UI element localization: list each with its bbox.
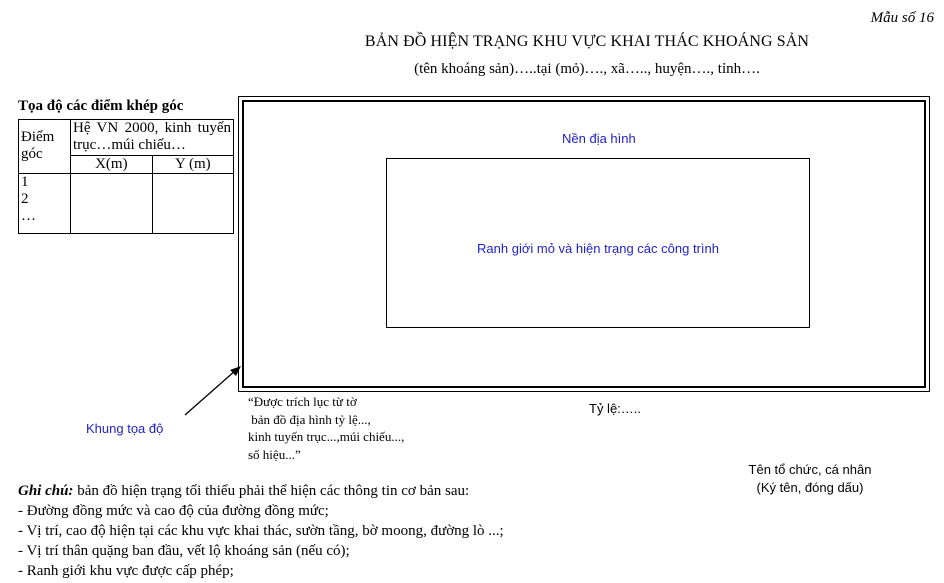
y-values-cell (152, 173, 233, 233)
notes-intro-text: bản đồ hiện trạng tối thiểu phải thể hiện các thông tin cơ bản sau: (73, 483, 470, 499)
notes-item: - Vị trí, cao độ hiện tại các khu vực khai thác, sườn tầng, bờ moong, đường lò ...; (18, 522, 504, 539)
extract-note-line: kinh tuyến trục...,múi chiếu..., (248, 429, 405, 445)
extract-note-line: số hiệu...” (248, 446, 301, 462)
point-row: … (21, 208, 36, 225)
frame-pointer-arrow-icon (180, 364, 244, 420)
notes-section (18, 482, 504, 582)
mine-boundary-label: Ranh giới mỏ và hiện trạng các công trình (477, 241, 719, 256)
document-title: BẢN ĐỒ HIỆN TRẠNG KHU VỰC KHAI THÁC KHOÁNG SẢN (364, 33, 810, 50)
coordinate-frame-label: Khung tọa độ (86, 421, 164, 436)
point-row: 2 (21, 191, 29, 207)
coordinate-table (18, 119, 234, 234)
column-header-y: Y (m) (152, 155, 233, 173)
point-list (19, 173, 71, 233)
notes-lead: Ghi chú: (18, 483, 74, 499)
notes-item: - Ranh giới khu vực được cấp phép; (18, 562, 234, 579)
signer-instruction: (Ký tên, đóng dấu) (756, 479, 864, 495)
extract-note (248, 393, 404, 463)
map-scale: Tỷ lệ:….. (589, 401, 642, 416)
notes-intro (18, 482, 504, 502)
column-header-point: Điểm góc (19, 120, 71, 174)
x-values-cell (71, 173, 153, 233)
column-header-coordinate-system: Hệ VN 2000, kinh tuyến trục…múi chiếu… (71, 120, 234, 156)
point-row: 1 (21, 173, 29, 190)
notes-item: - Đường đồng mức và cao độ của đường đồng mức; (18, 502, 329, 519)
extract-note-line: bản đồ địa hình tỷ lệ..., (248, 411, 371, 427)
form-number: Mẫu số 16 (870, 10, 934, 26)
notes-item: - Vị trí thân quặng ban đầu, vết lộ khoáng sản (nếu có); (18, 542, 350, 559)
coordinate-table-heading: Tọa độ các điểm khép góc (18, 98, 184, 114)
extract-note-line: “Được trích lục từ tờ (248, 394, 357, 409)
document-subtitle: (tên khoáng sản)…..tại (mỏ)…., xã….., huyện…., tỉnh…. (414, 61, 760, 77)
column-header-x: X(m) (71, 155, 153, 173)
signature-block (730, 461, 890, 496)
terrain-label: Nền địa hình (562, 131, 636, 146)
signer-name-line: Tên tổ chức, cá nhân (748, 462, 872, 477)
